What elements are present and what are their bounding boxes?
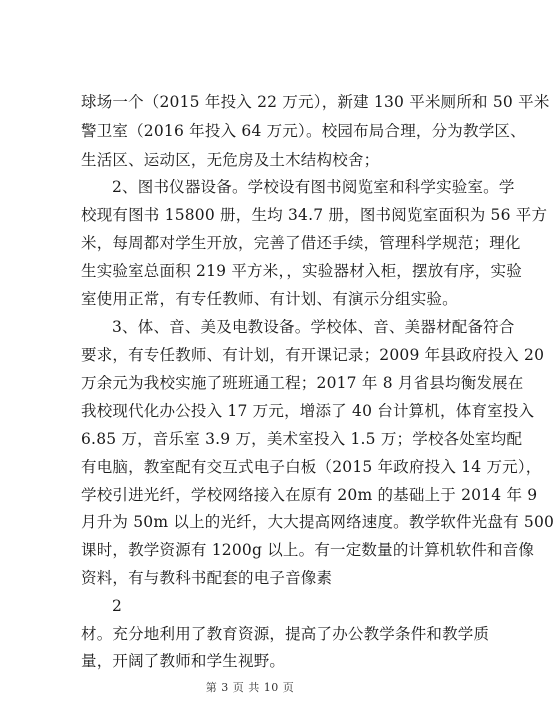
body-line: 资料，有与教科书配套的电子音像素: [81, 569, 333, 587]
body-line: 量，开阔了教师和学生视野。: [81, 652, 286, 670]
body-line: 我校现代化办公投入 17 万元，增添了 40 台计算机，体育室投入: [81, 402, 535, 420]
body-line: 校现有图书 15800 册，生均 34.7 册，图书阅览室面积为 56 平方: [81, 206, 548, 224]
body-line: 有电脑，教室配有交互式电子白板（2015 年政府投入 14 万元），: [81, 458, 542, 476]
body-line: 生实验室总面积 219 平方米，，实验器材入柜，摆放有序，实验: [81, 262, 522, 280]
body-line: 米，每周都对学生开放，完善了借还手续，管理科学规范；理化: [81, 234, 521, 252]
body-line: 警卫室（2016 年投入 64 万元）。校园布局合理，分为教学区、: [81, 122, 526, 140]
body-line: 室使用正常，有专任教师、有计划、有演示分组实验。: [81, 290, 458, 308]
body-line: 课时，教学资源有 1200g 以上。有一定数量的计算机软件和音像: [81, 541, 535, 559]
body-line: 球场一个（2015 年投入 22 万元），新建 130 平米厕所和 50 平米: [81, 93, 550, 111]
body-line: 万余元为我校实施了班班通工程；2017 年 8 月省县均衡发展在: [81, 374, 524, 392]
body-line: 学校引进光纤，学校网络接入在原有 20m 的基础上于 2014 年 9: [81, 486, 538, 504]
page-footer: 第 3 页 共 10 页: [205, 681, 295, 694]
body-line: 2、图书仪器设备。学校设有图书阅览室和科学实验室。学: [112, 178, 515, 196]
body-line: 6.85 万，音乐室 3.9 万，美术室投入 1.5 万；学校各处室均配: [81, 430, 523, 448]
body-line: 生活区、运动区，无危房及土木结构校舍；: [81, 151, 380, 169]
body-line: 月升为 50m 以上的光纤，大大提高网络速度。教学软件光盘有 500: [81, 513, 554, 531]
body-line: 材。充分地利用了教育资源，提高了办公教学条件和教学质: [81, 625, 490, 643]
body-line: 3、体、音、美及电教设备。学校体、音、美器材配备符合: [112, 318, 515, 336]
body-line: 要求，有专任教师、有计划，有开课记录；2009 年县政府投入 20: [81, 346, 545, 364]
page-number-marker: 2: [112, 597, 123, 615]
